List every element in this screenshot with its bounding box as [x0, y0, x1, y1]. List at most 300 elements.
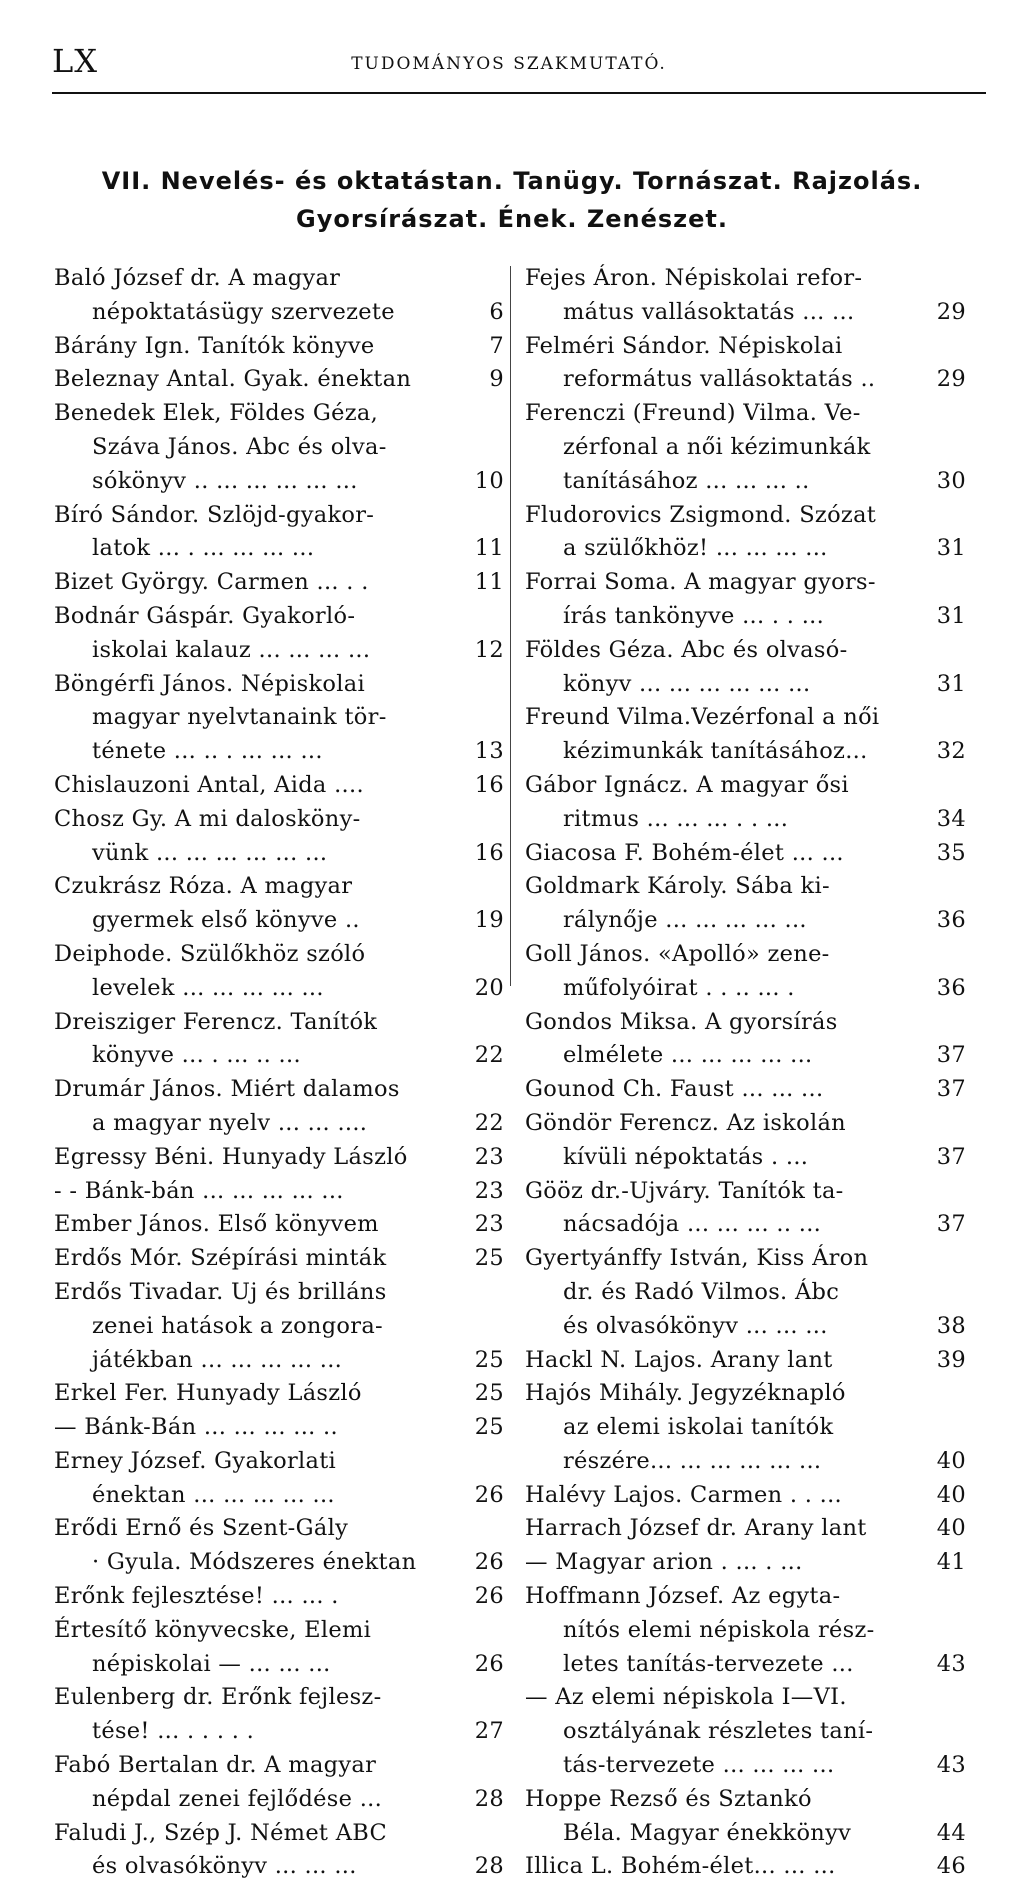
- entry-text: Chislauzoni Antal, Aida ....: [54, 771, 364, 798]
- entry-text: és olvasókönyv ... ... ...: [563, 1312, 828, 1339]
- entry-line: [54, 1107, 504, 1141]
- entry-text: · Gyula. Módszeres énektan: [92, 1549, 417, 1576]
- entry-text: Hoppe Rezső és Sztankó: [525, 1785, 812, 1812]
- page-header: [52, 42, 966, 82]
- entry-line: [54, 1580, 504, 1614]
- entry-line: [525, 363, 966, 397]
- index-entry: [525, 1073, 966, 1107]
- entry-line: [525, 532, 966, 566]
- index-entry: [525, 397, 966, 498]
- entry-text: Földes Géza. Abc és olvasó-: [525, 636, 848, 663]
- page-reference: 16: [474, 839, 504, 866]
- entry-line: [54, 668, 504, 702]
- page-reference: 20: [474, 974, 504, 1001]
- entry-line: [54, 870, 504, 904]
- index-entry: [525, 1512, 966, 1546]
- index-entry: [525, 634, 966, 702]
- entry-line: [54, 634, 504, 668]
- entry-line: [54, 431, 504, 465]
- entry-line: [525, 1073, 966, 1107]
- index-entry: [525, 701, 966, 769]
- entry-text: Ferenczi (Freund) Vilma. Ve-: [525, 400, 861, 427]
- entry-line: [525, 1614, 966, 1648]
- entry-text: — Bánk-Bán ... ... ... ... ..: [54, 1414, 338, 1441]
- page-reference: 30: [936, 467, 966, 494]
- entry-text: Erdős Mór. Szépírási minták: [54, 1245, 387, 1272]
- section-title: [40, 162, 984, 238]
- entry-text: Béla. Magyar énekkönyv: [563, 1819, 852, 1846]
- entry-line: [54, 1276, 504, 1310]
- page-reference: 35: [936, 839, 966, 866]
- index-entry: [54, 363, 504, 397]
- entry-line: [54, 1344, 504, 1378]
- entry-line: [54, 837, 504, 871]
- page-reference: 37: [936, 1143, 966, 1170]
- entry-line: [525, 1039, 966, 1073]
- page-number: LX: [52, 42, 99, 80]
- entry-text: zenei hatások a zongora-: [92, 1312, 383, 1339]
- entry-line: [54, 499, 504, 533]
- entry-line: [54, 1141, 504, 1175]
- entry-line: [525, 904, 966, 938]
- index-entry: [525, 1377, 966, 1478]
- index-entry: [54, 1817, 504, 1884]
- entry-line: [525, 499, 966, 533]
- page-reference: 27: [474, 1718, 504, 1745]
- index-entry: [525, 566, 966, 634]
- entry-line: [525, 701, 966, 735]
- entry-text: Gööz dr.-Ujváry. Tanítók ta-: [525, 1177, 844, 1204]
- entry-text: népiskolai — ... ... ...: [92, 1650, 331, 1677]
- entry-line: [54, 566, 504, 600]
- index-entry: [54, 1749, 504, 1817]
- entry-text: latok ... . ... ... ... ...: [92, 535, 315, 562]
- entry-text: írás tankönyve ... . . ...: [563, 602, 825, 629]
- entry-text: Gondos Miksa. A gyorsírás: [525, 1008, 838, 1035]
- entry-line: [525, 1175, 966, 1209]
- page-reference: 43: [936, 1752, 966, 1779]
- entry-line: [525, 1344, 966, 1378]
- entry-line: [525, 1783, 966, 1817]
- index-entry: [54, 1681, 504, 1749]
- page-reference: 37: [936, 1211, 966, 1238]
- entry-line: [525, 1546, 966, 1580]
- entry-text: Erdős Tivadar. Uj és brilláns: [54, 1278, 387, 1305]
- entry-text: Erkel Fer. Hunyady László: [54, 1380, 362, 1407]
- index-entry: [54, 600, 504, 668]
- index-entry: [525, 1175, 966, 1243]
- page-reference: 46: [936, 1853, 966, 1880]
- entry-line: [525, 431, 966, 465]
- header-rule: [52, 92, 986, 94]
- page-reference: 36: [936, 974, 966, 1001]
- entry-text: tése! ... . . . . .: [92, 1718, 255, 1745]
- entry-text: levelek ... ... ... ... ...: [92, 974, 324, 1001]
- entry-text: könyv ... ... ... ... ... ...: [563, 670, 811, 697]
- entry-text: és olvasókönyv ... ... ...: [92, 1853, 357, 1880]
- page-reference: 22: [474, 1042, 504, 1069]
- index-entry: [54, 668, 504, 769]
- entry-text: tás-tervezete ... ... ... ...: [563, 1752, 835, 1779]
- page-reference: 25: [474, 1380, 504, 1407]
- entry-text: műfolyóirat . . .. ... .: [563, 974, 795, 1001]
- index-entry: [54, 499, 504, 567]
- entry-text: Egressy Béni. Hunyady László: [54, 1143, 408, 1170]
- entry-text: Böngérfi János. Népiskolai: [54, 670, 365, 697]
- entry-line: [54, 1614, 504, 1648]
- entry-line: [525, 1208, 966, 1242]
- index-entry: [54, 262, 504, 330]
- entry-text: — Az elemi népiskola I—VI.: [525, 1684, 847, 1711]
- entry-text: Goldmark Károly. Sába ki-: [525, 873, 830, 900]
- entry-line: [525, 1580, 966, 1614]
- entry-text: részére... ... ... ... ... ...: [563, 1447, 822, 1474]
- page-reference: 10: [474, 467, 504, 494]
- index-entry: [54, 1242, 504, 1276]
- entry-text: Baló József dr. A magyar: [54, 265, 341, 291]
- entry-text: Gounod Ch. Faust ... ... ...: [525, 1076, 824, 1103]
- index-entry: [54, 1445, 504, 1513]
- entry-text: Bodnár Gáspár. Gyakorló-: [54, 602, 356, 629]
- entry-text: Ember János. Első könyvem: [54, 1211, 379, 1238]
- entry-text: - - Bánk-bán ... ... ... ... ...: [54, 1177, 344, 1204]
- entry-text: Gyertyánffy István, Kiss Áron: [525, 1245, 869, 1272]
- page-reference: 31: [936, 670, 966, 697]
- index-entry: [525, 1783, 966, 1851]
- entry-text: nítós elemi népiskola rész-: [563, 1616, 875, 1643]
- index-entry: [54, 1580, 504, 1614]
- index-entry: [525, 1681, 966, 1782]
- index-entry: [525, 1344, 966, 1378]
- entry-line: [54, 1783, 504, 1817]
- right-column: [525, 262, 966, 1884]
- entry-line: [54, 1546, 504, 1580]
- entry-line: [525, 1749, 966, 1783]
- entry-text: Felméri Sándor. Népiskolai: [525, 332, 843, 359]
- entry-line: [525, 1377, 966, 1411]
- entry-text: gyermek első könyve ..: [92, 907, 360, 934]
- entry-text: Forrai Soma. A magyar gyors-: [525, 569, 876, 596]
- entry-text: iskolai kalauz ... ... ... ...: [92, 636, 371, 663]
- page-reference: 19: [474, 907, 504, 934]
- index-entry: [525, 1006, 966, 1074]
- page-reference: 26: [474, 1583, 504, 1610]
- entry-line: [525, 465, 966, 499]
- entry-line: [525, 938, 966, 972]
- entry-line: [525, 296, 966, 330]
- entry-text: ritmus ... ... ... . . ...: [563, 805, 789, 832]
- index-entry: [54, 1208, 504, 1242]
- entry-line: [54, 1039, 504, 1073]
- entry-line: [525, 1242, 966, 1276]
- entry-text: Száva János. Abc és olva-: [92, 433, 387, 460]
- index-entry: [54, 566, 504, 600]
- page-reference: 31: [936, 602, 966, 629]
- entry-line: [525, 1006, 966, 1040]
- entry-text: Hajós Mihály. Jegyzéknapló: [525, 1380, 846, 1407]
- index-entry: [54, 1276, 504, 1377]
- entry-line: [54, 769, 504, 803]
- entry-text: kívüli népoktatás . ...: [563, 1143, 809, 1170]
- index-entry: [54, 1175, 504, 1209]
- entry-text: Eulenberg dr. Erőnk fejlesz-: [54, 1684, 382, 1711]
- page-reference: 25: [474, 1346, 504, 1373]
- index-entry: [525, 262, 966, 330]
- entry-line: [525, 769, 966, 803]
- index-entry: [54, 1614, 504, 1682]
- page-reference: 23: [474, 1211, 504, 1238]
- page-reference: 34: [936, 805, 966, 832]
- entry-line: [525, 1445, 966, 1479]
- entry-text: letes tanítás-tervezete ...: [563, 1650, 854, 1677]
- entry-text: Czukrász Róza. A magyar: [54, 873, 353, 900]
- entry-line: [54, 1512, 504, 1546]
- entry-line: [525, 1107, 966, 1141]
- entry-text: Beleznay Antal. Gyak. énektan: [54, 366, 412, 393]
- index-entry: [54, 769, 504, 803]
- entry-line: [54, 397, 504, 431]
- index-entry: [525, 769, 966, 837]
- entry-text: Drumár János. Miért dalamos: [54, 1076, 400, 1103]
- entry-text: tanításához ... ... ... ..: [563, 467, 810, 494]
- entry-line: [54, 1208, 504, 1242]
- index-entry: [54, 1411, 504, 1445]
- entry-line: [525, 1817, 966, 1851]
- entry-line: [525, 1850, 966, 1884]
- page-reference: 37: [936, 1042, 966, 1069]
- page-reference: 43: [936, 1650, 966, 1677]
- index-entry: [525, 870, 966, 938]
- entry-line: [54, 330, 504, 364]
- entry-line: [525, 1411, 966, 1445]
- entry-text: kézimunkák tanításához...: [563, 738, 868, 765]
- index-entry: [54, 1006, 504, 1074]
- entry-line: [525, 634, 966, 668]
- entry-text: ténete ... .. . ... ... ...: [92, 738, 323, 765]
- index-entry: [54, 870, 504, 938]
- entry-text: — Magyar arion . ... . ...: [525, 1549, 803, 1576]
- index-entry: [54, 330, 504, 364]
- index-entry: [525, 1242, 966, 1343]
- page-reference: 40: [936, 1481, 966, 1508]
- page-reference: 22: [474, 1109, 504, 1136]
- page-reference: 26: [474, 1549, 504, 1576]
- entry-text: Bíró Sándor. Szlöjd-gyakor-: [54, 501, 375, 528]
- entry-line: [54, 1681, 504, 1715]
- entry-line: [54, 1175, 504, 1209]
- entry-line: [54, 1377, 504, 1411]
- entry-line: [54, 1850, 504, 1884]
- entry-text: Dreisziger Ferencz. Tanítók: [54, 1008, 378, 1035]
- entry-line: [54, 262, 504, 296]
- entry-text: Illica L. Bohém-élet... ... ...: [525, 1853, 836, 1880]
- entry-line: [525, 972, 966, 1006]
- entry-line: [525, 1310, 966, 1344]
- entry-text: Fabó Bertalan dr. A magyar: [54, 1752, 377, 1779]
- entry-line: [54, 1073, 504, 1107]
- page-reference: 36: [936, 907, 966, 934]
- page-reference: 12: [474, 636, 504, 663]
- index-entry: [525, 330, 966, 398]
- entry-text: a magyar nyelv ... ... ....: [92, 1109, 368, 1136]
- entry-text: Bizet György. Carmen ... . .: [54, 569, 369, 596]
- entry-text: vünk ... ... ... ... ... ...: [92, 839, 328, 866]
- entry-text: Erney József. Gyakorlati: [54, 1447, 337, 1474]
- index-entry: [54, 1512, 504, 1580]
- running-head: TUDOMÁNYOS SZAKMUTATÓ.: [351, 54, 667, 74]
- entry-line: [525, 1512, 966, 1546]
- entry-text: Halévy Lajos. Carmen . . ...: [525, 1481, 842, 1508]
- entry-line: [54, 1411, 504, 1445]
- entry-text: rálynője ... ... ... ... ...: [563, 907, 807, 934]
- entry-line: [525, 668, 966, 702]
- index-entry: [54, 938, 504, 1006]
- entry-line: [525, 735, 966, 769]
- page-reference: 6: [489, 298, 504, 325]
- entry-text: Fejes Áron. Népiskolai refor-: [525, 265, 863, 291]
- entry-line: [54, 972, 504, 1006]
- entry-line: [54, 1006, 504, 1040]
- entry-text: sókönyv .. ... ... ... ... ...: [92, 467, 358, 494]
- entry-line: [525, 803, 966, 837]
- entry-line: [54, 1648, 504, 1682]
- page-reference: 28: [474, 1853, 504, 1880]
- entry-text: mátus vallásoktatás ... ...: [563, 298, 855, 325]
- entry-text: játékban ... ... ... ... ...: [92, 1346, 343, 1373]
- entry-line: [54, 1479, 504, 1513]
- page-reference: 23: [474, 1143, 504, 1170]
- entry-line: [525, 330, 966, 364]
- entry-text: Fludorovics Zsigmond. Szózat: [525, 501, 877, 528]
- index-entry: [525, 837, 966, 871]
- index-entry: [54, 1073, 504, 1141]
- page-reference: 7: [489, 332, 504, 359]
- entry-text: Hoffmann József. Az egyta-: [525, 1583, 841, 1610]
- page-reference: 29: [936, 366, 966, 393]
- page-reference: 31: [936, 535, 966, 562]
- entry-line: [525, 1715, 966, 1749]
- entry-line: [54, 938, 504, 972]
- page-reference: 11: [474, 569, 504, 596]
- entry-text: zérfonal a női kézimunkák: [563, 433, 871, 460]
- page-reference: 40: [936, 1515, 966, 1542]
- index-entry: [525, 1850, 966, 1884]
- entry-line: [525, 870, 966, 904]
- entry-line: [54, 701, 504, 735]
- entry-text: népoktatásügy szervezete: [92, 298, 395, 325]
- entry-text: Harrach József dr. Arany lant: [525, 1515, 867, 1542]
- entry-line: [54, 1817, 504, 1851]
- section-title-line: Gyorsírászat. Ének. Zenészet.: [296, 205, 728, 233]
- entry-text: Benedek Elek, Földes Géza,: [54, 400, 379, 427]
- entry-text: Freund Vilma.Vezérfonal a női: [525, 704, 880, 731]
- entry-text: református vallásoktatás ..: [563, 366, 876, 393]
- entry-text: a szülőkhöz! ... ... ... ...: [563, 535, 828, 562]
- page-reference: 32: [936, 738, 966, 765]
- entry-text: magyar nyelvtanaink tör-: [92, 704, 387, 731]
- index-entry: [525, 499, 966, 567]
- entry-text: Deiphode. Szülőkhöz szóló: [54, 940, 366, 967]
- entry-line: [525, 1141, 966, 1175]
- entry-text: Goll János. «Apolló» zene-: [525, 940, 830, 967]
- index-entry: [54, 1377, 504, 1411]
- column-divider: [510, 266, 511, 986]
- entry-line: [54, 1242, 504, 1276]
- page-reference: 23: [474, 1177, 504, 1204]
- entry-text: könyve ... . ... .. ...: [92, 1042, 301, 1069]
- page-reference: 39: [936, 1346, 966, 1373]
- entry-line: [54, 600, 504, 634]
- entry-line: [525, 1479, 966, 1513]
- left-column: [54, 262, 504, 1884]
- entry-line: [54, 465, 504, 499]
- entry-line: [525, 566, 966, 600]
- page-reference: 11: [474, 535, 504, 562]
- entry-text: Bárány Ign. Tanítók könyve: [54, 332, 375, 359]
- entry-line: [54, 1310, 504, 1344]
- entry-text: Erőnk fejlesztése! ... ... .: [54, 1583, 339, 1610]
- index-entry: [54, 397, 504, 498]
- index-entry: [525, 1479, 966, 1513]
- page-reference: 26: [474, 1650, 504, 1677]
- entry-text: énektan ... ... ... ... ...: [92, 1481, 335, 1508]
- entry-line: [54, 1445, 504, 1479]
- entry-line: [525, 1276, 966, 1310]
- entry-line: [54, 803, 504, 837]
- entry-line: [54, 735, 504, 769]
- entry-line: [525, 262, 966, 296]
- entry-text: dr. és Radó Vilmos. Ábc: [563, 1278, 840, 1305]
- page-reference: 38: [936, 1312, 966, 1339]
- page-reference: 28: [474, 1785, 504, 1812]
- entry-line: [54, 904, 504, 938]
- entry-text: Giacosa F. Bohém-élet ... ...: [525, 839, 844, 866]
- entry-line: [54, 1715, 504, 1749]
- entry-line: [54, 1749, 504, 1783]
- page-reference: 13: [474, 738, 504, 765]
- entry-text: Gábor Ignácz. A magyar ősi: [525, 771, 849, 798]
- entry-line: [525, 837, 966, 871]
- section-title-line: VII. Nevelés- és oktatástan. Tanügy. Tornászat. Rajzolás.: [101, 167, 923, 195]
- index-entry: [54, 1141, 504, 1175]
- entry-line: [525, 397, 966, 431]
- entry-text: osztályának részletes taní-: [563, 1718, 874, 1745]
- page-reference: 9: [489, 366, 504, 393]
- entry-text: Erődi Ernő és Szent-Gály: [54, 1515, 349, 1542]
- entry-text: nácsadója ... ... ... .. ...: [563, 1211, 822, 1238]
- entry-text: az elemi iskolai tanítók: [563, 1414, 834, 1441]
- index-entry: [525, 1546, 966, 1580]
- page-reference: 41: [936, 1549, 966, 1576]
- entry-line: [525, 600, 966, 634]
- entry-text: népdal zenei fejlődése ...: [92, 1785, 383, 1812]
- page-reference: 25: [474, 1245, 504, 1272]
- entry-text: Értesítő könyvecske, Elemi: [54, 1616, 372, 1643]
- entry-line: [525, 1681, 966, 1715]
- page-reference: 29: [936, 298, 966, 325]
- page-reference: 44: [936, 1819, 966, 1846]
- page-reference: 40: [936, 1447, 966, 1474]
- entry-text: elmélete ... ... ... ... ...: [563, 1042, 813, 1069]
- entry-text: Hackl N. Lajos. Arany lant: [525, 1346, 833, 1373]
- entry-text: Faludi J., Szép J. Német ABC: [54, 1819, 388, 1846]
- index-entry: [525, 938, 966, 1006]
- entry-line: [54, 532, 504, 566]
- entry-line: [54, 363, 504, 397]
- page-reference: 16: [474, 771, 504, 798]
- page-reference: 37: [936, 1076, 966, 1103]
- entry-text: Göndör Ferencz. Az iskolán: [525, 1109, 846, 1136]
